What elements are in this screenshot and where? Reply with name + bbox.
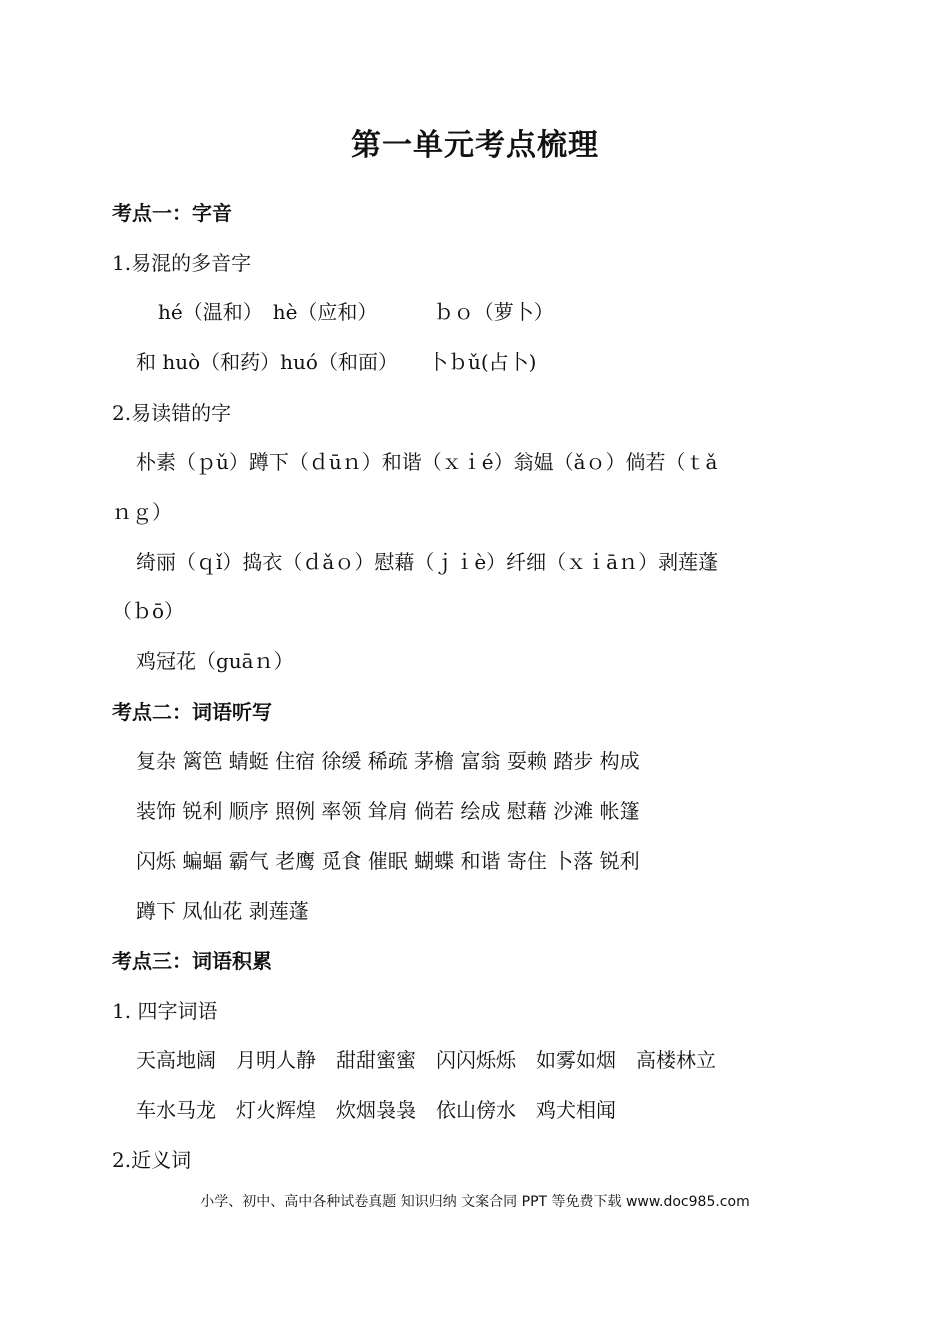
subsection-synonyms: 2.近义词 bbox=[112, 1148, 192, 1172]
misread-line-1-continued: ｎｇ） bbox=[112, 500, 172, 524]
subsection-polyphones: 1.易混的多音字 bbox=[112, 251, 252, 275]
subsection-four-char-words: 1. 四字词语 bbox=[112, 999, 218, 1023]
polyphone-line-2: 和 huò（和药）huó（和面） 卜ｂǔ(占卜) bbox=[136, 350, 537, 374]
polyphone-line-1: hé（温和） hè（应和） ｂｏ（萝卜） bbox=[158, 300, 554, 324]
dictation-row-3: 闪烁 蝙蝠 霸气 老鹰 觅食 催眠 蝴蝶 和谐 寄住 卜落 锐利 bbox=[136, 849, 640, 873]
dictation-row-2: 装饰 锐利 顺序 照例 率领 耸肩 倘若 绘成 慰藉 沙滩 帐篷 bbox=[136, 799, 640, 823]
idiom-row-1: 天高地阔 月明人静 甜甜蜜蜜 闪闪烁烁 如雾如烟 高楼林立 bbox=[136, 1048, 716, 1072]
misread-line-2-continued: （ｂō） bbox=[112, 599, 185, 623]
section-heading-pronunciation: 考点一：字音 bbox=[112, 201, 232, 225]
misread-line-2: 绮丽（ｑǐ）捣衣（ｄǎｏ）慰藉（ｊｉè）纤细（ｘｉāｎ）剥莲蓬 bbox=[136, 550, 719, 574]
misread-line-3: 鸡冠花（guāｎ） bbox=[136, 649, 294, 673]
section-heading-dictation: 考点二：词语听写 bbox=[112, 700, 272, 724]
dictation-row-4: 蹲下 凤仙花 剥莲蓬 bbox=[136, 899, 309, 923]
idiom-row-2: 车水马龙 灯火辉煌 炊烟袅袅 依山傍水 鸡犬相闻 bbox=[136, 1098, 616, 1122]
page-footer: 小学、初中、高中各种试卷真题 知识归纳 文案合同 PPT 等免费下载 www.doc985.com bbox=[200, 1194, 750, 1210]
misread-line-1: 朴素（ｐǔ）蹲下（ｄūｎ）和谐（ｘｉé）翁媪（ǎｏ）倘若（ｔǎ bbox=[136, 450, 718, 474]
dictation-row-1: 复杂 篱笆 蜻蜓 住宿 徐缓 稀疏 茅檐 富翁 耍赖 踏步 构成 bbox=[136, 749, 640, 773]
page-title: 第一单元考点梳理 bbox=[351, 128, 599, 163]
section-heading-vocabulary: 考点三：词语积累 bbox=[112, 949, 272, 973]
subsection-misread-chars: 2.易读错的字 bbox=[112, 401, 232, 425]
